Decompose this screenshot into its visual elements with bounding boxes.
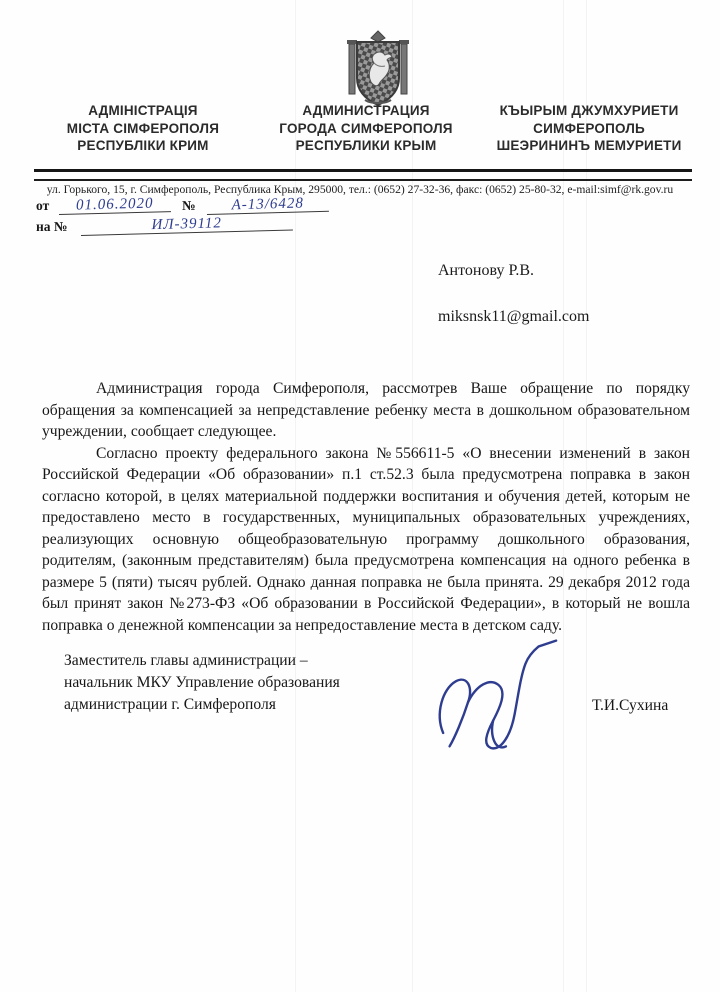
letterhead-line: АДМИНИСТРАЦИЯ xyxy=(302,103,430,118)
recipient-block xyxy=(438,262,589,326)
reply-to-label: на № xyxy=(36,219,68,234)
coat-of-arms-icon xyxy=(341,30,415,108)
reference-block xyxy=(36,195,329,240)
letterhead-line: СИМФЕРОПОЛЬ xyxy=(533,120,645,136)
letterhead-line: ГОРОДА СИМФЕРОПОЛЯ xyxy=(279,120,453,136)
from-label: от xyxy=(36,198,50,213)
letter-body xyxy=(42,378,690,636)
recipient-email: miksnsk11@gmail.com xyxy=(438,308,590,325)
letterhead-line: АДМІНІСТРАЦІЯ xyxy=(88,103,198,118)
outgoing-date-handwritten: 01.06.2020 xyxy=(58,195,170,215)
letterhead-line: МІСТА СІМФЕРОПОЛЯ xyxy=(66,120,220,136)
incoming-reference-row xyxy=(36,215,329,240)
letterhead-crimean-tatar xyxy=(484,102,694,155)
incoming-number-handwritten: ИЛ-39112 xyxy=(80,213,292,236)
signer-position-line: администрации г. Симферополя xyxy=(64,696,276,713)
letterhead-line: ШЕЭРИНИНЪ МЕМУРИЕТИ xyxy=(496,138,682,153)
signer-position-line: Заместитель главы администрации – xyxy=(64,652,308,669)
header-separator-rule xyxy=(34,169,692,181)
body-paragraph: Согласно проекту федерального закона №556611-5 «О внесении изменений в закон Российской Федерации «Об образовании» п.1 ст.52.3 была предусмотрена поправка в закон согласно которой, в целях материальной поддержки воспитания и обучения детей, которым не предоставлено место в государственных, муниципальных образовательных учреждениях, реализующих основную общеобразовательную программу дошкольного образования, родителям, (законным представителям) была предусмотрена компенсация на одного ребенка в размере 5 (пяти) тысяч рублей. Однако данная поправка не была принята. 29 декабря 2012 года был принят закон №273-ФЗ «Об образовании в Российской Федерации», в который не вошла поправка о денежной компенсации за непредоставление места в детском саду. xyxy=(42,444,690,634)
letterhead-line: РЕСПУБЛІКИ КРИМ xyxy=(77,138,209,153)
number-label: № xyxy=(181,198,196,213)
signer-position-block xyxy=(64,650,414,716)
letterhead-line: КЪЫРЫМ ДЖУМХУРИЕТИ xyxy=(499,103,679,118)
signer-position-line: начальник МКУ Управление образования xyxy=(64,674,340,691)
outgoing-number-handwritten: А-13/6428 xyxy=(206,195,328,215)
handwritten-signature xyxy=(423,638,574,762)
signer-name: Т.И.Сухина xyxy=(592,697,669,714)
letterhead-line: РЕСПУБЛИКИ КРЫМ xyxy=(295,138,437,153)
body-paragraph: Администрация города Симферополя, рассмотрев Ваше обращение по порядку обращения за компенсацией за непредставление ребенку места в дошкольном образовательном учреждении, сообщает следующее. xyxy=(42,380,690,440)
contact-address-line: ул. Горького, 15, г. Симферополь, Республика Крым, 295000, тел.: (0652) 27-32-36, факс: (0652) 25-80-32, e-mail:simf@rk.gov.ru xyxy=(46,183,674,196)
letterhead-ukrainian xyxy=(38,102,248,155)
letterhead xyxy=(38,102,694,155)
recipient-name: Антонову Р.В. xyxy=(438,262,535,279)
letterhead-russian xyxy=(261,102,471,155)
